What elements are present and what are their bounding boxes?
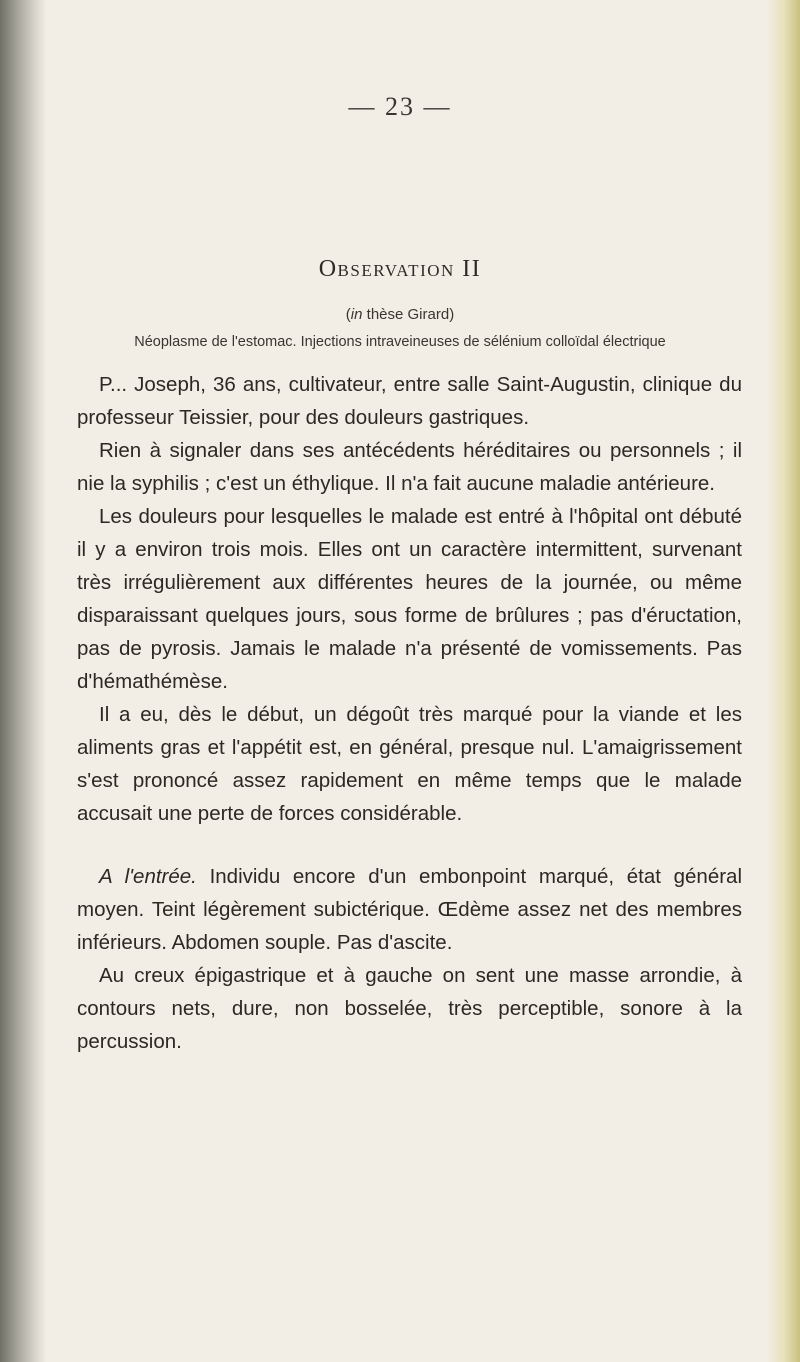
- paragraph-entry: [77, 860, 742, 959]
- paragraph-pain: Les douleurs pour lesquelles le malade est entré à l'hôpital ont débuté il y a environ trois mois. Elles ont un caractère intermittent, survenant très irrégulièrement aux différentes heures de la journée, ou même disparaissant quelques jours, sous forme de brûlures ; pas d'éructation, pas de pyrosis. Jamais le malade n'a présenté de vomissements. Pas d'hémathémèse.: [77, 505, 742, 693]
- source-citation: [0, 306, 800, 323]
- entry-text: Individu encore d'un embonpoint marqué, état général moyen. Teint légèrement subictérique. Œdème assez net des membres inférieurs. Abdomen souple. Pas d'ascite.: [77, 865, 742, 954]
- source-rest: thèse Girard): [362, 306, 455, 323]
- page-number: — 23 —: [348, 92, 452, 121]
- source-prefix: (: [345, 306, 351, 323]
- source-in: in: [350, 306, 363, 323]
- case-subtitle: Néoplasme de l'estomac. Injections intraveineuses de sélénium colloïdal électrique: [134, 334, 666, 350]
- paragraph-palpation: Au creux épigastrique et à gauche on sent une masse arrondie, à contours nets, dure, non bosselée, très perceptible, sonore à la percussion.: [77, 964, 742, 1053]
- paragraph-patient: P... Joseph, 36 ans, cultivateur, entre salle Saint-Augustin, clinique du professeur Teissier, pour des douleurs gastriques.: [77, 373, 742, 429]
- entry-lead: A l'entrée.: [99, 865, 197, 888]
- observation-body: [77, 368, 742, 1058]
- observation-title: Observation II: [318, 256, 482, 282]
- scan-edge-shadow-left: [0, 0, 46, 1362]
- paragraph-appetite: Il a eu, dès le début, un dégoût très marqué pour la viande et les aliments gras et l'appétit est, en général, presque nul. L'amaigrissement s'est prononcé assez rapidement en même temps que le malade accusait une perte de forces considérable.: [77, 703, 742, 825]
- paragraph-history: Rien à signaler dans ses antécédents héréditaires ou personnels ; il nie la syphilis ; c'est un éthylique. Il n'a fait aucune maladie antérieure.: [77, 439, 742, 495]
- scan-edge-shadow-right: [766, 0, 800, 1362]
